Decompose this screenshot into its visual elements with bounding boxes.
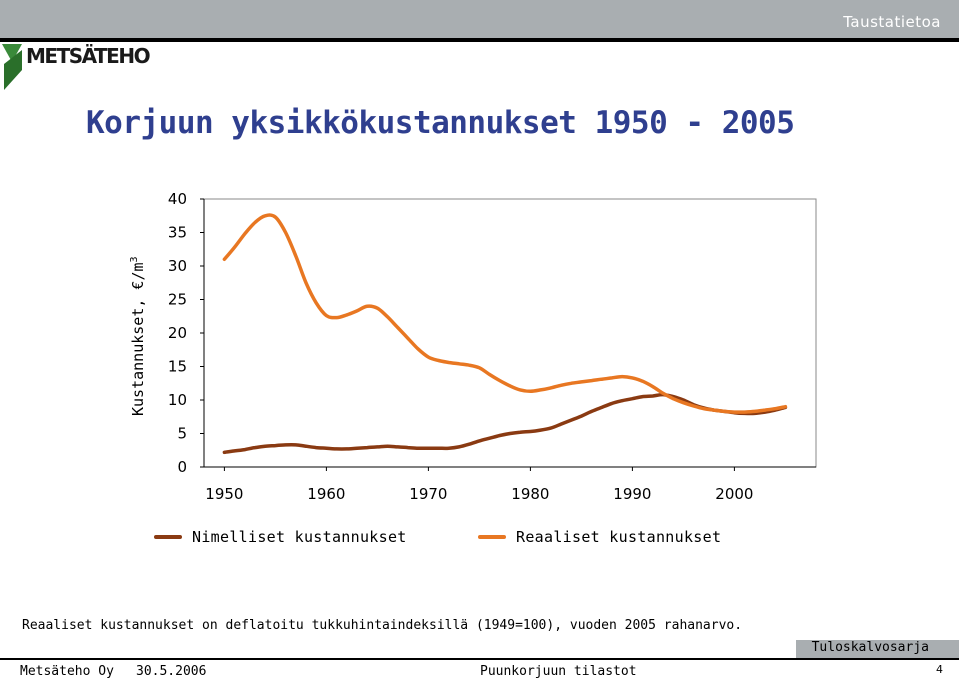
y-tick-label: 30 <box>167 257 187 275</box>
x-tick-labels <box>205 467 753 503</box>
footer-date: 30.5.2006 <box>136 664 207 679</box>
y-tick-label: 15 <box>167 357 187 376</box>
y-tick-label: 0 <box>177 458 187 476</box>
legend-item-real <box>478 525 721 549</box>
legend-label-real: Reaaliset kustannukset <box>516 528 722 546</box>
y-tick-label: 5 <box>177 424 187 443</box>
legend-swatch-nominal <box>154 535 182 539</box>
y-tick-label: 10 <box>167 391 187 409</box>
y-tick-label: 40 <box>167 190 187 208</box>
y-tick-labels <box>168 190 204 476</box>
y-tick-label: 20 <box>167 324 187 342</box>
y-tick-label: 35 <box>167 223 187 242</box>
legend-swatch-real <box>478 535 506 539</box>
y-axis-label-superscript: 3 <box>129 256 140 263</box>
legend-item-nominal <box>154 525 407 549</box>
footer-tab-label: Tuloskalvosarja <box>811 640 929 655</box>
y-tick-label: 25 <box>167 290 187 309</box>
chart-footnote: Reaaliset kustannukset on deflatoitu tukkuhintaindeksillä (1949=100), vuoden 2005 rahanarvo. <box>22 618 743 633</box>
series-line-nominal <box>224 395 785 453</box>
chart-series <box>224 215 785 452</box>
chart-axes <box>204 199 816 467</box>
footer-company: Metsäteho Oy <box>20 664 114 679</box>
page-title: Korjuun yksikkökustannukset 1950 - 2005 <box>86 105 795 141</box>
x-tick-label: 1990 <box>613 485 652 503</box>
page-number: 4 <box>936 663 943 676</box>
footer-divider <box>0 658 959 660</box>
x-tick-label: 1980 <box>511 485 550 503</box>
footer-subject: Puunkorjuun tilastot <box>480 664 637 679</box>
x-tick-label: 1960 <box>307 485 346 503</box>
logo-text: METSÄTEHO <box>26 44 150 68</box>
plot-frame <box>204 199 816 467</box>
x-tick-label: 2000 <box>715 485 754 503</box>
series-line-real <box>224 215 785 412</box>
x-tick-label: 1970 <box>409 485 448 503</box>
legend-label-nominal: Nimelliset kustannukset <box>192 528 407 546</box>
y-axis-label-text: Kustannukset, €/m <box>129 262 147 416</box>
x-tick-label: 1950 <box>205 485 244 503</box>
section-label: Taustatietoa <box>843 13 941 31</box>
